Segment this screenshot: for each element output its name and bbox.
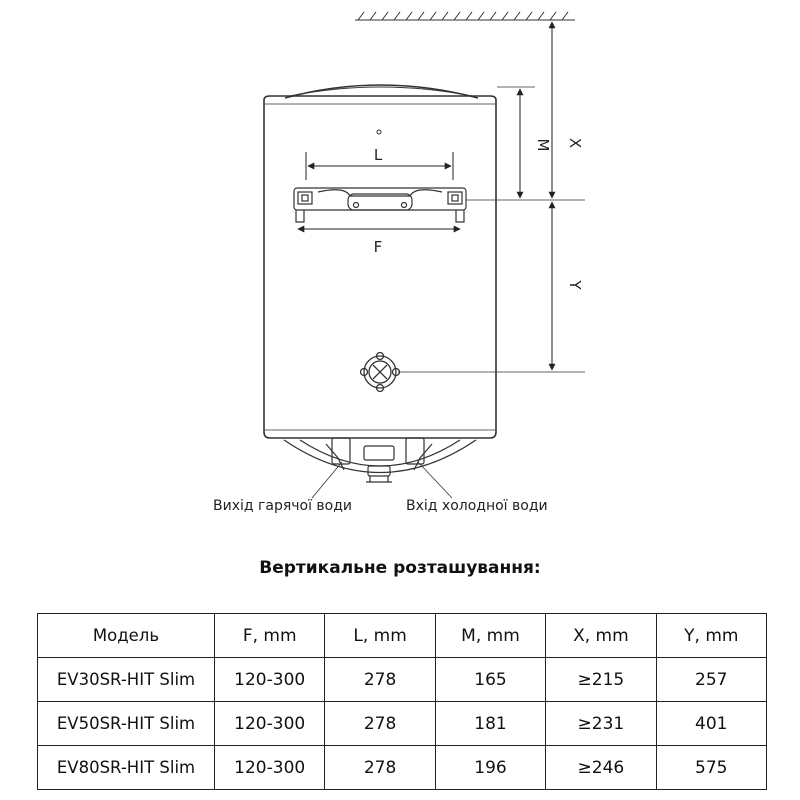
- valve-knob-icon: [361, 353, 400, 392]
- cell-x: ≥231: [546, 702, 656, 746]
- table-row: [38, 702, 767, 746]
- dimension-label-Y: Y: [566, 280, 584, 290]
- cold-water-inlet-label: Вхід холодної води: [406, 498, 548, 514]
- spec-table: [37, 613, 767, 790]
- dimension-label-M: M: [534, 138, 552, 152]
- section-title: Вертикальне розташування:: [259, 558, 541, 578]
- table-header-row: [38, 614, 767, 658]
- hot-water-outlet-label: Вихід гарячої води: [213, 498, 353, 514]
- cell-f: 120-300: [215, 702, 325, 746]
- header-f: F, mm: [215, 614, 325, 658]
- cell-model: EV80SR-HIT Slim: [38, 746, 215, 790]
- cell-l: 278: [325, 658, 435, 702]
- cell-l: 278: [325, 746, 435, 790]
- cell-m: 196: [435, 746, 545, 790]
- cell-l: 278: [325, 702, 435, 746]
- dimension-label-F: F: [373, 238, 383, 256]
- dimension-label-X: X: [566, 137, 584, 149]
- callout-leaders: [312, 462, 452, 498]
- mounting-bracket: [294, 188, 466, 222]
- top-marker-dot: [377, 130, 381, 134]
- ceiling-hatch: [355, 12, 575, 20]
- cell-x: ≥246: [546, 746, 656, 790]
- header-y: Y, mm: [656, 614, 766, 658]
- header-m: M, mm: [435, 614, 545, 658]
- cell-m: 181: [435, 702, 545, 746]
- table-row: [38, 746, 767, 790]
- dimension-label-L: L: [373, 146, 383, 164]
- table-row: [38, 658, 767, 702]
- header-l: L, mm: [325, 614, 435, 658]
- cell-f: 120-300: [215, 746, 325, 790]
- cell-y: 575: [656, 746, 766, 790]
- cell-y: 257: [656, 658, 766, 702]
- header-model: Модель: [38, 614, 215, 658]
- header-x: X, mm: [546, 614, 656, 658]
- cell-y: 401: [656, 702, 766, 746]
- cell-model: EV50SR-HIT Slim: [38, 702, 215, 746]
- bottom-cover: [284, 438, 476, 482]
- cell-x: ≥215: [546, 658, 656, 702]
- cell-model: EV30SR-HIT Slim: [38, 658, 215, 702]
- cell-m: 165: [435, 658, 545, 702]
- cell-f: 120-300: [215, 658, 325, 702]
